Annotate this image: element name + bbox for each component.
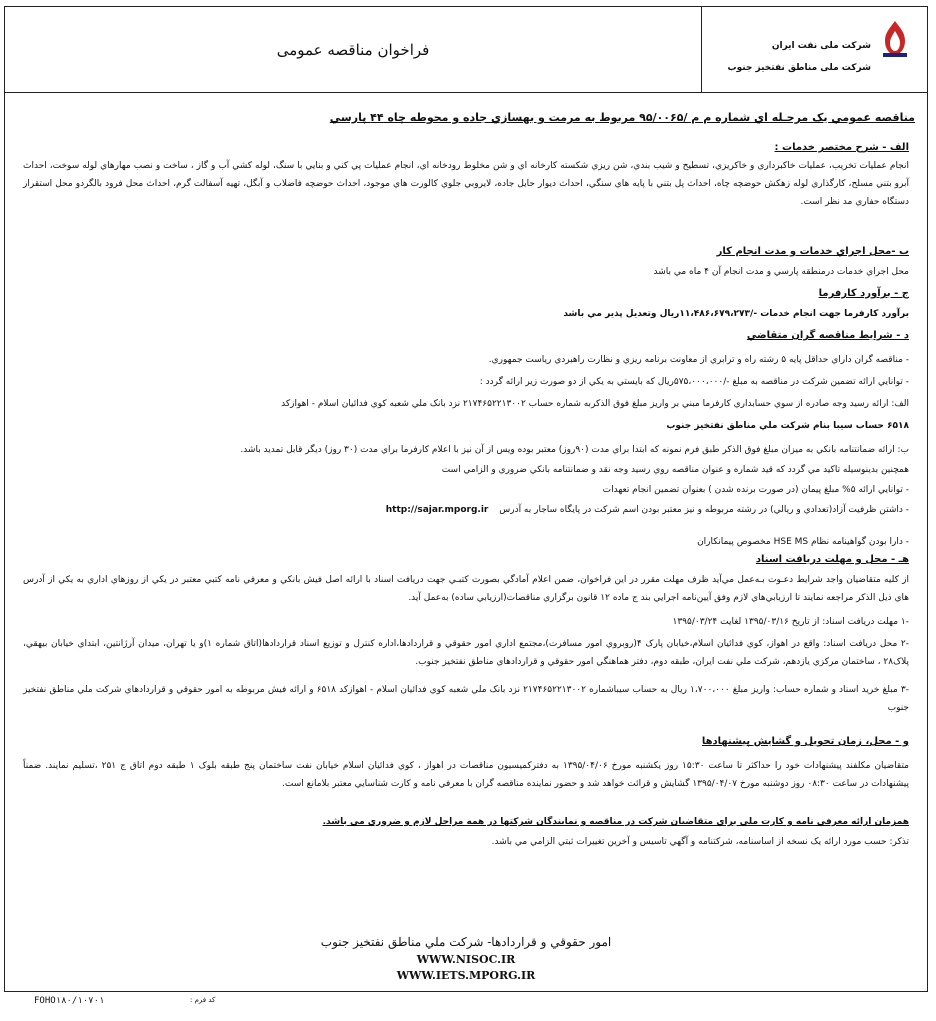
section-f-heading: و - محل، زمان تحويل و گشايش پيشنهادها — [701, 736, 909, 747]
form-code: FOHO۱۸۰/۱۰۷۰۱ — [34, 996, 105, 1006]
section-d-line-5: ب: ارائه ضمانتنامه بانکي به ميزان مبلغ فوق الذکر طبق فرم نمونه که ابتدا براي مدت (۹۰روز) معتبر بوده ويس از آن نيز با اعلام کارفرما براي مدت (۳۰ روز) ديگر قابل تمديد باشد. — [240, 445, 909, 455]
footer-department: امور حقوقي و قراردادها- شرکت ملي مناطق نفتخيز جنوب — [320, 935, 612, 949]
section-d-heading: د - شرايط مناقصه گران متقاضي — [746, 330, 909, 341]
section-d-line-6: همچنين بدينوسيله تاکيد مي گردد که قيد شماره و عنوان مناقصه روي رسيد وجه نقد و ضمانتنامه بانکي ضروري و الزامي است — [441, 465, 909, 475]
section-e-heading: هـ - محل و مهلت دريافت اسناد — [755, 554, 909, 565]
section-a-heading: الف - شرح مختصر خدمات : — [774, 142, 909, 153]
section-f-notice: همزمان ارائه معرفي نامه و کارت ملي براي متقاضيان شرکت در مناقصه و نمايندگان شرکتها در همه مراحل لازم و ضروري مي باشد. — [322, 817, 909, 827]
section-e-text-3: -۲ محل دريافت اسناد: واقع در اهواز، کوي فدائيان اسلام،خيابان پارک ۴(روبروي امور مسافرت)،مجتمع اداري امور حقوقي و قراردادها،اداره کنترل و توزيع اسناد قراردادها(اتاق شماره ۱)و يا تهران، ميدان آرژانتين، ابتداي خيابان بيهقي، پلاک۲۸ ، ساختمان مرکزي يازدهم، شرکت ملي نفت ايران، طبقه دوم، دفتر هماهنگي امور حقوقي و قراردادهاي مناطق نفتخيز جنوب. — [23, 639, 909, 667]
company-name-1: شرکت ملی نفت ایران — [771, 41, 871, 51]
tender-title: مناقصه عمومي يک مرحـله اي شماره م م /۹۵/۰۰۶۵ مربوط به مرمت و بهسازي جاده و محوطه چاه ۴۴ پارسي — [329, 111, 915, 124]
section-c-heading: ج - برآورد کارفرما — [818, 288, 909, 299]
section-d-line-1: - مناقصه گران داراي حداقل پايه ۵ رشته راه و ترابري از معاونت برنامه ريزي و نظارت راهبردي رياست جمهوري. — [488, 355, 909, 365]
section-f-text-1: متقاضيان مکلفند پيشنهادات خود را حداکثر تا ساعت ۱۵:۳۰ روز يکشنبه مورخ ۱۳۹۵/۰۴/۰۶ به دفترکميسيون مناقصات در اهواز ، کوي فدائيان اسلام خيابان نفت ساختمان پنج طبقه بلوک ۱ طبقه دوم اتاق ج ۲۵۱ ،تسليم نمايند. ضمناً پيشنهادات در ساعت ۰۸:۳۰ روز دوشنبه مورخ ۱۳۹۵/۰۴/۰۷ گشايش و قرائت خواهد شد و حضور نماينده مناقصه گران با معرفي نامه و کارت شناسايي معتبر بلامانع است. — [23, 761, 909, 789]
section-a-text: انجام عمليات تخريب، عمليات خاکبرداري و خاکريزي، تسطيح و شيب بندي، شن ريزي شکسته کارخانه اي و شن مخلوط رودخانه اي، انجام عمليات پي کني و بنايي با سنگ، لوله کشي آب و گاز ، ساخت و نصب مهارهاي لوله سوخت، احداث آبرو بتني مسلح، کارگذاري لوله زهکش حوضچه چاه، احداث پل بتني با پايه هاي سنگي، احداث ديوار حايل جاده، لايروبي جلوي کالورت هاي موجود، احداث حوضچه فاضلاب و آبگل، تهيه آسفالت گرم، احداث محل فرود بالگردو محل استقرار دستگاه حفاري مد نظر است. — [23, 161, 909, 207]
footer-website-iets[interactable]: WWW.IETS.MPORG.IR — [396, 969, 536, 982]
section-e-text-1: از کليه متقاضيان واجد شرايط دعـوت بـه‌عمل مي‌آيد ظرف مهلت مقرر در اين فراخوان، ضمن اعلام آمادگي بصورت کتبـي جهت دريافت اسناد با ارائه اصل فيش بانکي و معرفي نامه کتبي معتبر در يکي از روزهاي اداري به يکي از آدرس هاي ذيل الذکر مراجعه نمايند تا ارزيابي‌هاي لازم وفق آيين‌نامه اجرايي بند ج ماده ۱۲ قانون برگزاري مناقصات(ارزيابي ساده) به‌عمل آيد. — [23, 575, 909, 603]
document-frame — [4, 6, 928, 992]
section-d-line-7: - توانايي ارائه ۵% مبلغ پيمان (در صورت برنده شدن ) بعنوان تضمين انجام تعهدات — [602, 485, 909, 495]
section-d-line-3: الف: ارائه رسيد وجه صادره از سوي حسابداري کارفرما مبني بر واريز مبلغ فوق الذکربه شماره حساب ۲۱۷۴۶۵۲۲۱۳۰۰۲ نزد بانک ملي شعبه کوي فدائيان اسلام - اهوازکد — [281, 399, 909, 409]
section-e-text-4: -۳ مبلغ خريد اسناد و شماره حساب: واريز مبلغ ۱،۷۰۰،۰۰۰ ريال به حساب سيباشماره ۲۱۷۴۶۵۲۲۱۳۰۰۲ نزد بانک ملي شعبه کوي فدائيان اسلام - اهوازکد ۶۵۱۸ و ارائه فيش مربوطه به امور حقوقي و قراردادهاي شرکت ملي مناطق نفتخيز جنوب — [23, 685, 909, 713]
logo-box — [702, 7, 927, 93]
nioc-logo-icon — [877, 19, 913, 59]
footer-website-nisoc[interactable]: WWW.NISOC.IR — [416, 953, 516, 966]
header-title-box — [5, 7, 702, 93]
section-d-line-2: - توانايي ارائه تضمين شرکت در مناقصه به مبلغ -/۵۷۵،۰۰۰،۰۰۰ريال که بايستي به يکي از دو صورت زير ارائه گردد : — [479, 377, 909, 387]
page-title: فراخوان مناقصه عمومی — [276, 41, 430, 59]
section-d-line-9: - دارا بودن گواهينامه نظام HSE MS مخصوص پيمانکاران — [697, 537, 909, 547]
section-b-heading: ب -محل اجراي خدمات و مدت انجام کار — [716, 246, 909, 257]
sajar-url-link[interactable]: http://sajar.mporg.ir — [385, 505, 489, 515]
section-d-line-8 — [386, 501, 909, 519]
section-b-text: محل اجراي خدمات درمنطقه پارسي و مدت انجام آن ۴ ماه مي باشد — [653, 267, 909, 277]
form-code-label: کد فرم : — [190, 996, 216, 1004]
section-d-line-8-text: - داشتن ظرفيت آزاد(تعدادي و ريالي) در رشته مربوطه و نيز معتبر بودن اسم شرکت در پايگاه ساجار به آدرس — [499, 505, 909, 515]
company-name-2: شرکت ملی مناطق نفتخیز جنوب — [727, 63, 871, 73]
section-f-remark: تذکر: حسب مورد ارائه يک نسخه از اساسنامه، شرکتنامه و آگهي تاسيس و آخرين تغييرات ثبتي الزامي مي باشد. — [491, 837, 909, 847]
section-e-text-2: -۱ مهلت دريافت اسناد: از تاريخ ۱۳۹۵/۰۳/۱۶ لغايت ۱۳۹۵/۰۳/۲۴ — [672, 617, 909, 627]
section-c-text: برآورد کارفرما جهت انجام خدمات -/۱۱،۴۸۶،۶۷۹،۲۷۳ريال وتعديل پذير مي باشد — [563, 309, 909, 319]
header — [5, 7, 927, 93]
section-d-line-4: ۶۵۱۸ حساب سيبا بنام شرکت ملي مناطق نفتخيز جنوب — [666, 421, 909, 431]
